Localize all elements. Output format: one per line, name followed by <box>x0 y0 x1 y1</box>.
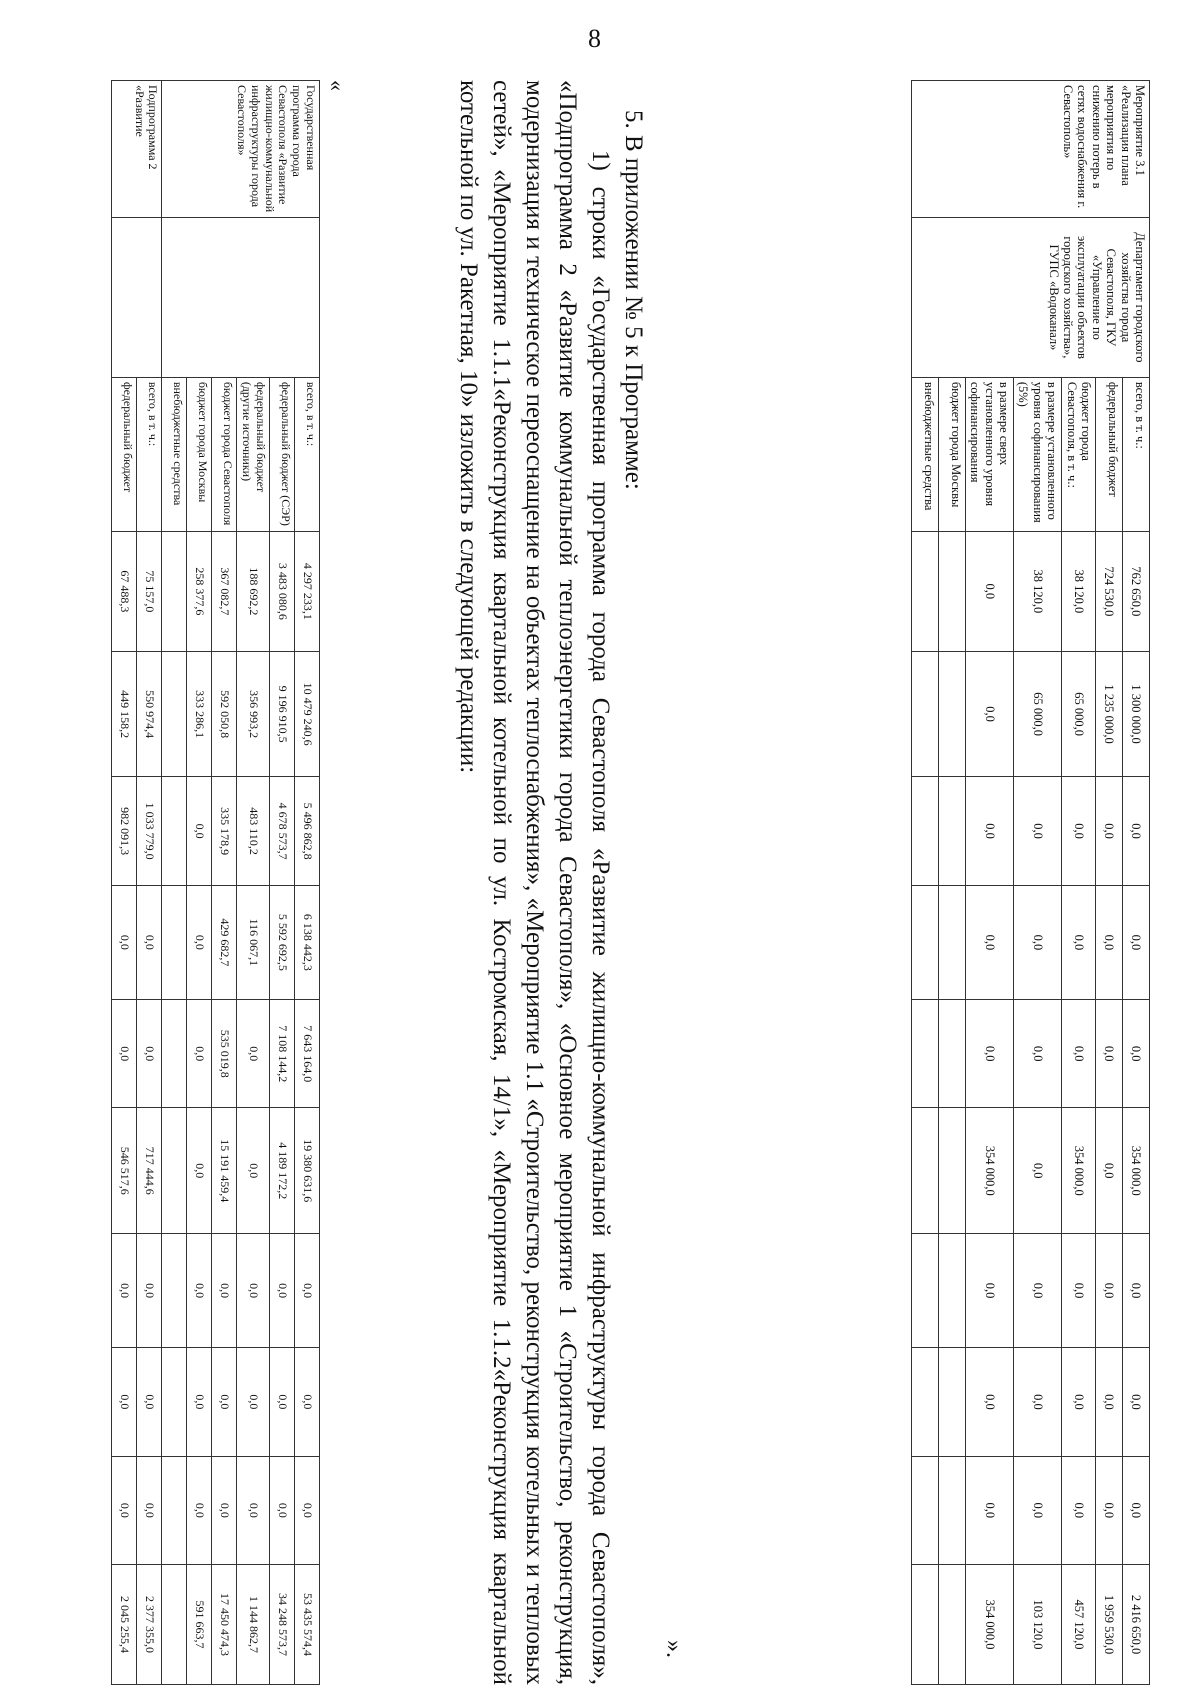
responsible-executor-cell <box>112 217 162 377</box>
amount-cell: 0,0 <box>295 1456 320 1564</box>
amount-cell <box>939 1234 966 1348</box>
amount-cell: 0,0 <box>1096 1234 1123 1348</box>
amount-cell: 0,0 <box>1123 1234 1150 1348</box>
amount-cell: 0,0 <box>1123 1456 1150 1564</box>
amount-cell: 7 643 164,0 <box>295 999 320 1107</box>
amount-cell: 535 019,8 <box>212 999 237 1107</box>
amount-cell: 0,0 <box>187 1234 212 1348</box>
amount-cell: 75 157,0 <box>137 531 162 651</box>
amount-cell: 0,0 <box>137 999 162 1107</box>
amount-cell: 356 993,2 <box>237 651 270 777</box>
amount-cell: 0,0 <box>1062 885 1096 999</box>
amount-cell <box>939 999 966 1107</box>
amount-cell: 2 416 650,0 <box>1123 1565 1150 1685</box>
amount-cell: 0,0 <box>237 1108 270 1234</box>
funding-source-cell: внебюджетные средства <box>162 377 187 531</box>
amount-cell: 4 678 573,7 <box>270 777 295 885</box>
amount-cell <box>162 1565 187 1685</box>
funding-source-cell: федеральный бюджет <box>1096 377 1123 531</box>
amount-cell <box>912 531 939 651</box>
amount-cell <box>939 1108 966 1234</box>
section-heading: 5. В приложении № 5 к Программе: <box>620 110 647 490</box>
amount-cell: 0,0 <box>1123 777 1150 885</box>
amount-cell: 483 110,2 <box>237 777 270 885</box>
amount-cell: 0,0 <box>1096 999 1123 1107</box>
funding-source-cell: внебюджетные средства <box>912 377 939 531</box>
amount-cell: 0,0 <box>1014 1108 1062 1234</box>
amount-cell <box>939 885 966 999</box>
amount-cell: 0,0 <box>295 1234 320 1348</box>
amount-cell: 0,0 <box>1014 1234 1062 1348</box>
amount-cell: 2 045 255,4 <box>112 1565 137 1685</box>
amendment-text <box>452 80 650 1685</box>
amount-cell: 0,0 <box>270 1348 295 1456</box>
amount-cell: 0,0 <box>270 1456 295 1564</box>
amount-cell: 0,0 <box>966 885 1014 999</box>
amount-cell: 2 377 355,0 <box>137 1565 162 1685</box>
amount-cell: 1 300 000,0 <box>1123 651 1150 777</box>
amount-cell: 5 496 862,8 <box>295 777 320 885</box>
amount-cell: 7 108 144,2 <box>270 999 295 1107</box>
funding-source-cell: всего, в т. ч.: <box>295 377 320 531</box>
amount-cell <box>162 885 187 999</box>
program-name-cell: Мероприятие 3.1 «Реализация плана мероприятия по снижению потерь в сетях водоснабжения г. Севастополь» <box>912 81 1150 218</box>
amount-cell: 1 144 862,7 <box>237 1565 270 1685</box>
amount-cell: 0,0 <box>1014 777 1062 885</box>
amount-cell <box>162 651 187 777</box>
amount-cell: 0,0 <box>270 1234 295 1348</box>
amount-cell: 449 158,2 <box>112 651 137 777</box>
funding-source-cell: бюджет города Москвы <box>939 377 966 531</box>
amount-cell: 0,0 <box>137 885 162 999</box>
amount-cell <box>912 1565 939 1685</box>
amount-cell: 0,0 <box>187 1108 212 1234</box>
amount-cell <box>912 999 939 1107</box>
page-number: 8 <box>588 24 601 53</box>
amount-cell: 116 067,1 <box>237 885 270 999</box>
amendment-paragraph: 1) строки «Государственная программа города Севастополя «Развитие жилищно-коммунальной инфраструктуры города Севастополя», «Подпрограмма 2 «Развитие коммунальной теплоэнергетики города Севастополя», «Основное мероприятие 1 «Строительство, реконструкция, модернизация и техническое переоснащение на объектах теплоснабжения», «Мероприятие 1.1 «Строительство, реконструкция котельных и тепловых сетей», «Мероприятие 1.1.1«Реконструкция квартальной котельной по ул. Костромская, 14/1», «Мероприятие 1.1.2«Реконструкция квартальной котельной по ул. Ракетная, 10» изложить в следующей редакции: <box>455 80 614 1685</box>
amount-cell <box>912 1108 939 1234</box>
amount-cell: 0,0 <box>966 531 1014 651</box>
amount-cell: 0,0 <box>966 651 1014 777</box>
amount-cell: 0,0 <box>187 999 212 1107</box>
amount-cell: 4 189 172,2 <box>270 1108 295 1234</box>
funding-table-top <box>911 80 1150 1685</box>
amount-cell: 1 959 530,0 <box>1096 1565 1123 1685</box>
amount-cell: 0,0 <box>137 1348 162 1456</box>
amount-cell: 53 435 574,4 <box>295 1565 320 1685</box>
amount-cell <box>939 1565 966 1685</box>
amount-cell: 0,0 <box>1096 1108 1123 1234</box>
amount-cell: 354 000,0 <box>966 1108 1014 1234</box>
amount-cell: 354 000,0 <box>1062 1108 1096 1234</box>
amount-cell: 17 450 474,3 <box>212 1565 237 1685</box>
amount-cell: 0,0 <box>1062 777 1096 885</box>
amount-cell: 38 120,0 <box>1062 531 1096 651</box>
amount-cell <box>162 1234 187 1348</box>
amount-cell: 762 650,0 <box>1123 531 1150 651</box>
amount-cell: 0,0 <box>1062 1348 1096 1456</box>
funding-source-cell: бюджет города Москвы <box>187 377 212 531</box>
funding-source-cell: федеральный бюджет <box>112 377 137 531</box>
amount-cell: 67 488,3 <box>112 531 137 651</box>
amount-cell <box>939 531 966 651</box>
amount-cell <box>162 777 187 885</box>
amount-cell <box>162 1456 187 1564</box>
amount-cell <box>912 885 939 999</box>
amount-cell <box>162 531 187 651</box>
funding-source-cell: федеральный бюджет (СЭР) <box>270 377 295 531</box>
table-row <box>137 81 162 1685</box>
amount-cell <box>912 1456 939 1564</box>
amount-cell <box>912 651 939 777</box>
responsible-executor-cell <box>162 217 320 377</box>
amount-cell: 0,0 <box>137 1456 162 1564</box>
amount-cell: 65 000,0 <box>1014 651 1062 777</box>
amount-cell: 546 517,6 <box>112 1108 137 1234</box>
amount-cell: 0,0 <box>1096 885 1123 999</box>
funding-source-cell: в размере установленного уровня софинансирования (5%) <box>1014 377 1062 531</box>
amount-cell <box>912 777 939 885</box>
amount-cell: 15 191 459,4 <box>212 1108 237 1234</box>
amount-cell: 457 120,0 <box>1062 1565 1096 1685</box>
funding-source-cell: в размере сверх установленного уровня софинансирования <box>966 377 1014 531</box>
amount-cell: 982 091,3 <box>112 777 137 885</box>
amount-cell: 0,0 <box>137 1234 162 1348</box>
amount-cell <box>939 777 966 885</box>
amount-cell: 0,0 <box>112 885 137 999</box>
table-row <box>295 81 320 1685</box>
amount-cell: 0,0 <box>1014 1456 1062 1564</box>
amount-cell: 0,0 <box>212 1348 237 1456</box>
amount-cell: 0,0 <box>966 1234 1014 1348</box>
amount-cell: 0,0 <box>1014 1348 1062 1456</box>
amount-cell: 0,0 <box>966 1456 1014 1564</box>
amount-cell: 0,0 <box>187 1456 212 1564</box>
amount-cell: 38 120,0 <box>1014 531 1062 651</box>
amount-cell <box>162 1348 187 1456</box>
amount-cell: 0,0 <box>966 1348 1014 1456</box>
funding-table-bottom <box>111 80 320 1685</box>
amount-cell: 0,0 <box>112 1456 137 1564</box>
amount-cell <box>162 1108 187 1234</box>
amount-cell: 34 248 573,7 <box>270 1565 295 1685</box>
amount-cell: 0,0 <box>966 999 1014 1107</box>
amount-cell: 592 050,8 <box>212 651 237 777</box>
amount-cell: 0,0 <box>1014 999 1062 1107</box>
program-name-cell: Подпрограмма 2 «Развитие <box>112 81 162 218</box>
amount-cell: 188 692,2 <box>237 531 270 651</box>
amount-cell: 0,0 <box>112 999 137 1107</box>
amount-cell: 550 974,4 <box>137 651 162 777</box>
amount-cell: 1 033 779,0 <box>137 777 162 885</box>
amount-cell: 0,0 <box>112 1234 137 1348</box>
amount-cell <box>912 1234 939 1348</box>
amount-cell: 3 483 080,6 <box>270 531 295 651</box>
amount-cell: 724 530,0 <box>1096 531 1123 651</box>
amount-cell: 0,0 <box>237 1456 270 1564</box>
amount-cell: 354 000,0 <box>1123 1108 1150 1234</box>
program-name-cell: Государственная программа города Севастополя «Развитие жилищно-коммунальной инфраструктуры города Севастополя» <box>162 81 320 218</box>
amount-cell: 0,0 <box>1062 1456 1096 1564</box>
amount-cell: 1 235 000,0 <box>1096 651 1123 777</box>
amount-cell: 103 120,0 <box>1014 1565 1062 1685</box>
amount-cell: 0,0 <box>1123 885 1150 999</box>
amount-cell: 0,0 <box>966 777 1014 885</box>
amount-cell: 335 178,9 <box>212 777 237 885</box>
amount-cell: 5 592 692,5 <box>270 885 295 999</box>
amount-cell: 0,0 <box>187 885 212 999</box>
amount-cell: 0,0 <box>1062 1234 1096 1348</box>
amount-cell <box>939 1456 966 1564</box>
amount-cell: 0,0 <box>212 1234 237 1348</box>
amount-cell <box>939 1348 966 1456</box>
amount-cell: 0,0 <box>295 1348 320 1456</box>
amount-cell <box>162 999 187 1107</box>
responsible-executor-cell: Департамент городского хозяйства города Севастополя, ГКУ «Управление по эксплуатации объектов городского хозяйства», ГУПС «Водоканал» <box>912 217 1150 377</box>
closing-quote: ». <box>661 1640 687 1658</box>
amount-cell: 6 138 442,3 <box>295 885 320 999</box>
amount-cell: 0,0 <box>1014 885 1062 999</box>
funding-source-cell: всего, в т. ч.: <box>1123 377 1150 531</box>
amount-cell: 0,0 <box>1096 1456 1123 1564</box>
amount-cell: 65 000,0 <box>1062 651 1096 777</box>
amount-cell: 0,0 <box>237 1234 270 1348</box>
amount-cell: 0,0 <box>237 1348 270 1456</box>
amount-cell: 0,0 <box>187 1348 212 1456</box>
rotated-page-content <box>90 80 1150 1685</box>
amount-cell: 429 682,7 <box>212 885 237 999</box>
amount-cell: 591 663,7 <box>187 1565 212 1685</box>
amount-cell: 19 380 631,6 <box>295 1108 320 1234</box>
amount-cell <box>939 651 966 777</box>
amount-cell: 0,0 <box>1123 999 1150 1107</box>
amount-cell: 0,0 <box>112 1348 137 1456</box>
amount-cell <box>912 1348 939 1456</box>
funding-source-cell: бюджет города Севастополя, в т. ч.: <box>1062 377 1096 531</box>
amount-cell: 717 444,6 <box>137 1108 162 1234</box>
amount-cell: 0,0 <box>212 1456 237 1564</box>
amount-cell: 9 196 910,5 <box>270 651 295 777</box>
amount-cell: 0,0 <box>1096 1348 1123 1456</box>
amount-cell: 0,0 <box>1062 999 1096 1107</box>
amount-cell: 0,0 <box>237 999 270 1107</box>
amount-cell: 0,0 <box>187 777 212 885</box>
funding-source-cell: федеральный бюджет (другие источники) <box>237 377 270 531</box>
amount-cell: 0,0 <box>1096 777 1123 885</box>
amount-cell: 10 479 240,6 <box>295 651 320 777</box>
table-row <box>1123 81 1150 1685</box>
amount-cell: 354 000,0 <box>966 1565 1014 1685</box>
funding-source-cell: всего, в т. ч.: <box>137 377 162 531</box>
amount-cell: 333 286,1 <box>187 651 212 777</box>
funding-source-cell: бюджет города Севастополя <box>212 377 237 531</box>
amount-cell: 258 377,6 <box>187 531 212 651</box>
opening-quote: « <box>325 80 350 91</box>
amount-cell: 0,0 <box>1123 1348 1150 1456</box>
amount-cell: 367 082,7 <box>212 531 237 651</box>
amount-cell: 4 297 233,1 <box>295 531 320 651</box>
